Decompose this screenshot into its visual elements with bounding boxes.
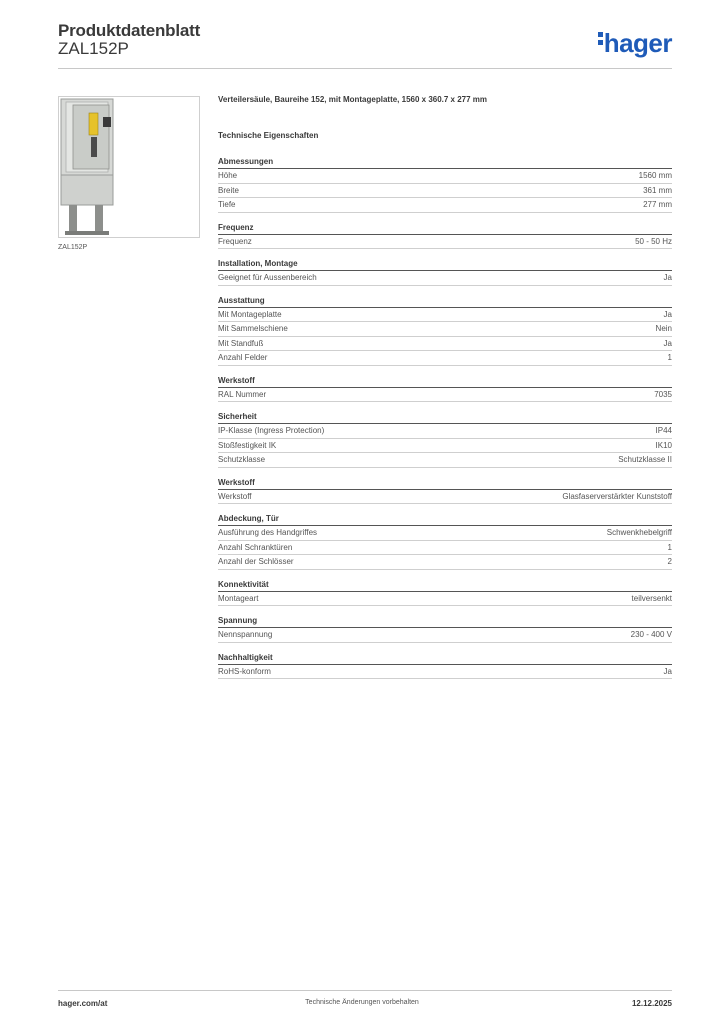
- property-value: 361 mm: [643, 185, 672, 195]
- footer-date: 12.12.2025: [631, 999, 672, 1008]
- property-label: Geeignet für Aussenbereich: [218, 273, 317, 282]
- property-row: [218, 184, 672, 199]
- properties-sections: [218, 156, 672, 679]
- property-label: Mit Montageplatte: [218, 309, 282, 319]
- section-heading: Abmessungen: [218, 156, 672, 169]
- property-row: [218, 308, 672, 323]
- property-label: Werkstoff: [218, 491, 252, 501]
- section-heading: Frequenz: [218, 222, 672, 235]
- property-section: [218, 295, 672, 366]
- property-value: teilversenkt: [631, 593, 672, 603]
- property-row: [218, 424, 672, 439]
- property-label: Schutzklasse: [218, 455, 266, 464]
- section-heading: Spannung: [218, 615, 672, 628]
- property-label: Anzahl Felder: [218, 353, 268, 362]
- property-label: RAL Nummer: [218, 389, 267, 399]
- property-value: Schwenkhebelgriff: [606, 528, 672, 537]
- property-row: [218, 322, 672, 337]
- distribution-column-icon: [59, 97, 199, 237]
- property-value: Nein: [655, 324, 672, 333]
- property-label: RoHS-konform: [218, 666, 271, 676]
- property-row: [218, 271, 672, 286]
- property-value: Schutzklasse II: [618, 455, 672, 464]
- image-caption: ZAL152P: [58, 244, 88, 251]
- section-heading: Sicherheit: [218, 411, 672, 424]
- section-heading: Konnektivität: [218, 579, 672, 592]
- property-value: Ja: [663, 273, 672, 282]
- section-heading: Werkstoff: [218, 375, 672, 388]
- property-section: [218, 222, 672, 250]
- property-label: Mit Standfuß: [218, 338, 264, 348]
- product-code: ZAL152P: [58, 39, 129, 58]
- property-value: 7035: [654, 389, 672, 399]
- property-label: Breite: [218, 185, 239, 195]
- property-row: [218, 388, 672, 403]
- section-heading: Werkstoff: [218, 477, 672, 490]
- product-description: Verteilersäule, Baureihe 152, mit Montageplatte, 1560 x 360.7 x 277 mm: [218, 95, 488, 104]
- property-row: [218, 439, 672, 454]
- property-value: 50 - 50 Hz: [635, 236, 672, 246]
- property-value: IP44: [655, 426, 672, 435]
- page-title: Produktdatenblatt: [58, 21, 201, 40]
- header-divider: [58, 68, 672, 69]
- product-image: [58, 96, 200, 238]
- property-value: Glasfaserverstärkter Kunststoff: [562, 491, 672, 501]
- property-row: [218, 235, 672, 250]
- property-row: [218, 337, 672, 352]
- property-section: [218, 652, 672, 680]
- property-value: 2: [667, 557, 672, 566]
- property-section: [218, 477, 672, 505]
- section-heading: Installation, Montage: [218, 258, 672, 271]
- property-row: [218, 628, 672, 643]
- property-value: 1560 mm: [638, 171, 672, 180]
- property-label: Ausführung des Handgriffes: [218, 528, 318, 537]
- logo-text: hager: [603, 28, 672, 58]
- property-value: Ja: [663, 309, 672, 319]
- property-label: Nennspannung: [218, 630, 273, 639]
- property-value: 1: [667, 542, 672, 552]
- property-value: Ja: [663, 666, 672, 676]
- property-label: IP-Klasse (Ingress Protection): [218, 426, 325, 435]
- section-heading: Abdeckung, Tür: [218, 513, 672, 526]
- hager-logo: [598, 28, 672, 59]
- property-section: [218, 579, 672, 607]
- property-row: [218, 198, 672, 213]
- property-label: Mit Sammelschiene: [218, 324, 288, 333]
- property-row: [218, 169, 672, 184]
- property-label: Tiefe: [218, 200, 236, 209]
- property-row: [218, 490, 672, 505]
- property-section: [218, 615, 672, 643]
- property-label: Frequenz: [218, 236, 252, 246]
- property-row: [218, 592, 672, 607]
- property-section: [218, 156, 672, 213]
- footer-divider: [58, 990, 672, 991]
- property-label: Höhe: [218, 171, 238, 180]
- property-section: [218, 411, 672, 468]
- property-section: [218, 513, 672, 570]
- property-label: Anzahl Schranktüren: [218, 542, 293, 552]
- section-heading: Ausstattung: [218, 295, 672, 308]
- property-row: [218, 351, 672, 366]
- property-row: [218, 526, 672, 541]
- section-heading: Nachhaltigkeit: [218, 652, 672, 665]
- properties-title: Technische Eigenschaften: [218, 131, 319, 140]
- property-value: 230 - 400 V: [630, 630, 672, 639]
- logo-dots-icon: [598, 32, 603, 48]
- footer-website: hager.com/at: [58, 999, 108, 1008]
- property-label: Montageart: [218, 593, 259, 603]
- property-row: [218, 453, 672, 468]
- property-value: IK10: [655, 440, 672, 450]
- property-value: 1: [667, 353, 672, 362]
- property-label: Stoßfestigkeit IK: [218, 440, 277, 450]
- footer-notice: Technische Änderungen vorbehalten: [305, 999, 419, 1006]
- property-value: Ja: [663, 338, 672, 348]
- property-row: [218, 555, 672, 570]
- property-section: [218, 258, 672, 286]
- property-row: [218, 541, 672, 556]
- property-row: [218, 665, 672, 680]
- property-value: 277 mm: [643, 200, 672, 209]
- property-section: [218, 375, 672, 403]
- product-details: [218, 95, 672, 688]
- property-label: Anzahl der Schlösser: [218, 557, 294, 566]
